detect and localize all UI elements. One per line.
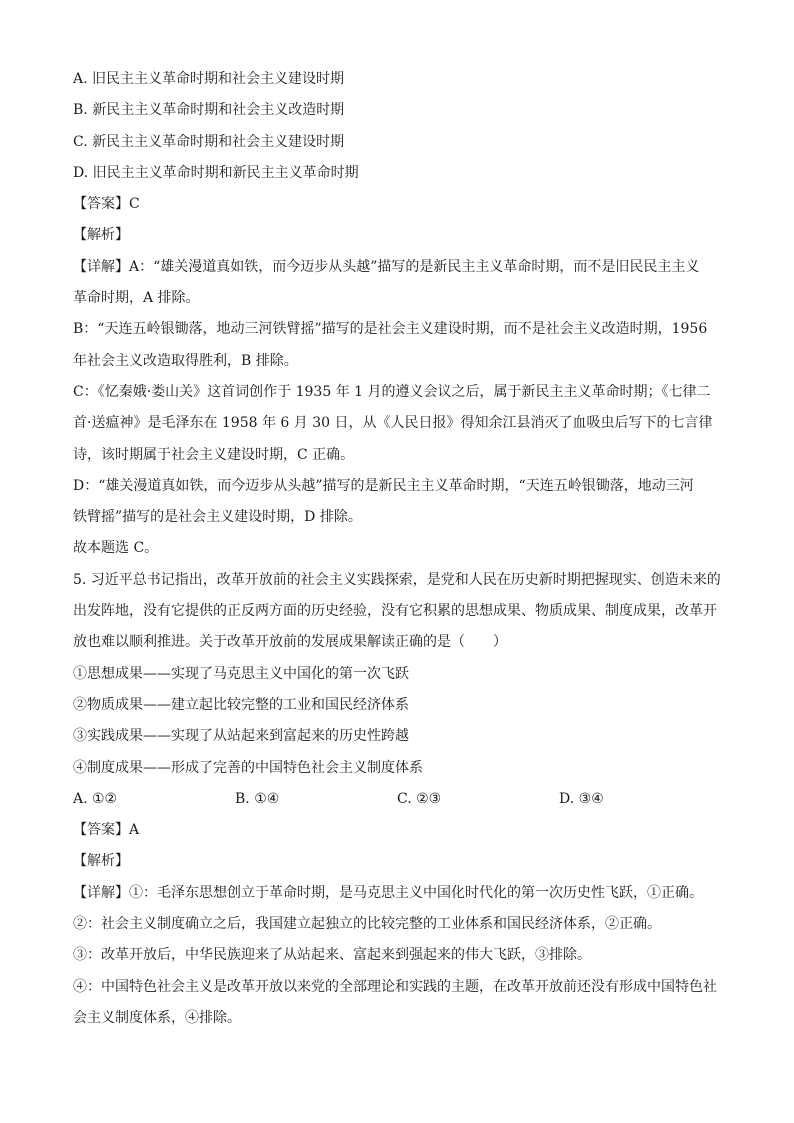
q5-options-row <box>73 784 723 815</box>
q5-analysis-heading: 【解析】 <box>73 853 129 870</box>
q5-detail-line: ②：社会主义制度确立之后，我国建立起独立的比较完整的工业体系和国民经济体系，②正确。 <box>73 916 661 933</box>
q5-stem-line: 5. 习近平总书记指出，改革开放前的社会主义实践探索，是党和人民在历史新时期把握现实、创造未来的 <box>73 571 721 588</box>
page-content <box>73 64 723 1034</box>
q5-stem-line: 出发阵地，没有它提供的正反两方面的历史经验，没有它积累的思想成果、物质成果、制度成果，改革开 <box>73 603 717 620</box>
q4-detail-line: 年社会主义改造取得胜利，B 排除。 <box>73 352 298 369</box>
q4-option-b: B. 新民主主义革命时期和社会主义改造时期 <box>73 102 345 119</box>
q5-stem-line: 放也难以顺利推进。关于改革开放前的发展成果解读正确的是（ ） <box>73 634 507 651</box>
q5-detail-line: 【详解】①：毛泽东思想创立于革命时期，是马克思主义中国化时代化的第一次历史性飞跃，①正确。 <box>73 884 703 901</box>
q4-detail-line: 铁臂摇”描写的是社会主义建设时期，D 排除。 <box>73 509 362 526</box>
q5-option-d: D. ③④ <box>559 790 604 807</box>
q5-detail-line: ③：改革开放后，中华民族迎来了从站起来、富起来到强起来的伟大飞跃，③排除。 <box>73 947 591 964</box>
q4-detail-line: 首·送瘟神》是毛泽东在 1958 年 6 月 30 日，从《人民日报》得知余江县消灭了血吸虫后写下的七言律 <box>73 415 713 432</box>
q5-statement-1: ①思想成果——实现了马克思主义中国化的第一次飞跃 <box>73 665 409 682</box>
q4-answer: 【答案】C <box>73 196 140 213</box>
q4-detail-line: D：“雄关漫道真如铁，而今迈步从头越”描写的是新民主主义革命时期，“天连五岭银锄落，地动三河 <box>73 477 694 494</box>
q4-detail-line: B：“天连五岭银锄落，地动三河铁臂摇”描写的是社会主义建设时期，而不是社会主义改造时期，1956 <box>73 321 708 338</box>
q5-option-c: C. ②③ <box>397 790 442 807</box>
q4-option-d: D. 旧民主主义革命时期和新民主主义革命时期 <box>73 164 359 181</box>
q4-option-c: C. 新民主主义革命时期和社会主义建设时期 <box>73 133 345 150</box>
q5-option-a: A. ①② <box>73 790 118 807</box>
q5-statement-3: ③实践成果——实现了从站起来到富起来的历史性跨越 <box>73 728 409 745</box>
q4-detail-line: 革命时期，A 排除。 <box>73 290 200 307</box>
q4-detail-line: C：《忆秦娥·娄山关》这首词创作于 1935 年 1 月的遵义会议之后，属于新民主主义革命时期；《七律二 <box>73 383 711 400</box>
q5-option-b: B. ①④ <box>235 790 280 807</box>
q4-option-a: A. 旧民主主义革命时期和社会主义建设时期 <box>73 71 345 87</box>
q5-statement-4: ④制度成果——形成了完善的中国特色社会主义制度体系 <box>73 759 423 776</box>
q4-detail-line: 诗，该时期属于社会主义建设时期，C 正确。 <box>73 446 355 463</box>
q4-conclusion: 故本题选 C。 <box>73 540 159 557</box>
q5-detail-line: ④：中国特色社会主义是改革开放以来党的全部理论和实践的主题，在改革开放前还没有形成中国特色社 <box>73 978 717 995</box>
q5-statement-2: ②物质成果——建立起比较完整的工业和国民经济体系 <box>73 696 409 713</box>
q4-detail-line: 【详解】A：“雄关漫道真如铁，而今迈步从头越”描写的是新民主主义革命时期，而不是旧民民主主义 <box>73 258 700 275</box>
q5-detail-line: 会主义制度体系，④排除。 <box>73 1009 241 1026</box>
q5-answer: 【答案】A <box>73 822 140 839</box>
q4-analysis-heading: 【解析】 <box>73 227 129 244</box>
